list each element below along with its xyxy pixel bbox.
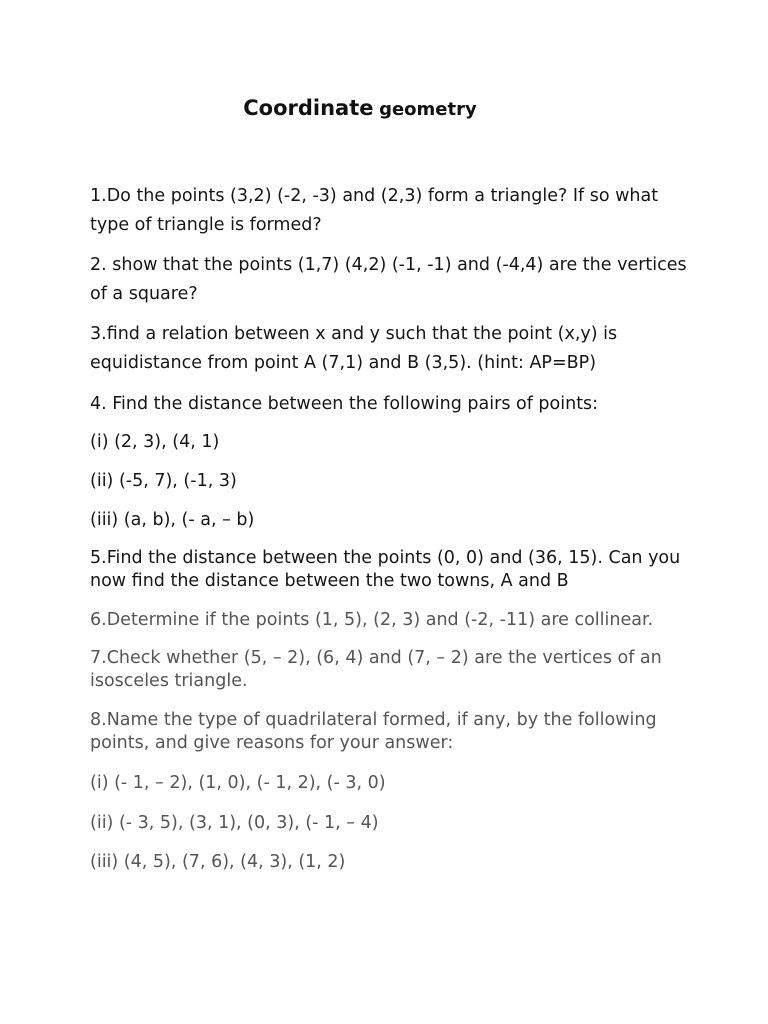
title-sub: geometry <box>379 99 477 120</box>
page-title <box>0 96 720 120</box>
question-4: 4. Find the distance between the following pairs of points: <box>90 394 599 414</box>
question-4-part-iii: (iii) (a, b), (- a, – b) <box>90 510 255 530</box>
question-7: 7.Check whether (5, – 2), (6, 4) and (7, – 2) are the vertices of an isosceles triangle. <box>90 648 662 691</box>
question-6: 6.Determine if the points (1, 5), (2, 3) and (-2, -11) are collinear. <box>90 610 654 630</box>
question-8-part-i: (i) (- 1, – 2), (1, 0), (- 1, 2), (- 3, 0) <box>90 773 386 793</box>
question-2: 2. show that the points (1,7) (4,2) (-1, -1) and (-4,4) are the vertices of a square? <box>90 255 687 304</box>
question-8: 8.Name the type of quadrilateral formed, if any, by the following points, and give reasons for your answer: <box>90 710 657 753</box>
title-main: Coordinate <box>243 96 374 120</box>
question-5: 5.Find the distance between the points (0, 0) and (36, 15). Can you now find the distance between the two towns, A and B <box>90 548 681 591</box>
question-3: 3.find a relation between x and y such that the point (x,y) is equidistance from point A (7,1) and B (3,5). (hint: AP=BP) <box>90 324 618 373</box>
question-8-part-iii: (iii) (4, 5), (7, 6), (4, 3), (1, 2) <box>90 852 346 872</box>
question-8-part-ii: (ii) (- 3, 5), (3, 1), (0, 3), (- 1, – 4) <box>90 813 379 833</box>
question-1: 1.Do the points (3,2) (-2, -3) and (2,3) form a triangle? If so what type of triangle is formed? <box>90 186 659 235</box>
question-4-part-i: (i) (2, 3), (4, 1) <box>90 432 220 452</box>
question-4-part-ii: (ii) (-5, 7), (-1, 3) <box>90 471 237 491</box>
